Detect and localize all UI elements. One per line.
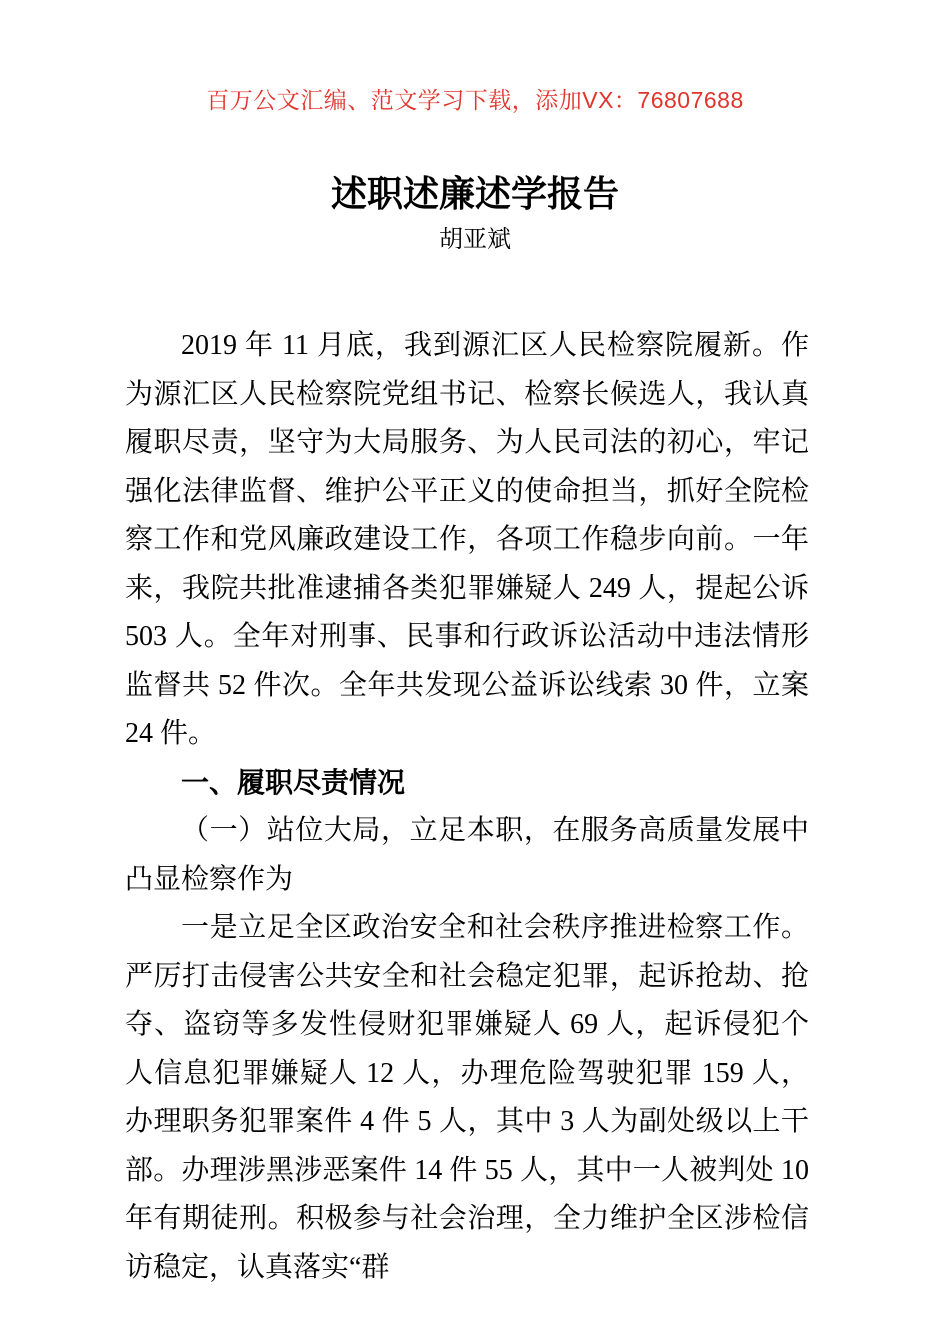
paragraph-body: 2019 年 11 月底，我到源汇区人民检察院履新。作为源汇区人民检察院党组书记、检察长候选人，我认真履职尽责，坚守为大局服务、为人民司法的初心，牢记强化法律监督、维护公平正义的使命担当，抓好全院检察工作和党风廉政建设工作，各项工作稳步向前。一年来，我院共批准逮捕各类犯罪嫌疑人 249 人，提起公诉 503 人。全年对刑事、民事和行政诉讼活动中违法情形监督共 52 件次。全年共发现公益诉讼线索 30 件，立案 24 件。 xyxy=(125,330,809,749)
document-body xyxy=(125,322,809,1292)
header-notice: 百万公文汇编、范文学习下载，添加VX：76807688 xyxy=(206,87,744,113)
paragraph-heading: 一、履职尽责情况 xyxy=(181,766,406,798)
paragraph-subheading: （一）站位大局，立足本职，在服务高质量发展中凸显检察作为 xyxy=(125,815,809,895)
paragraph-body: 一是立足全区政治安全和社会秩序推进检察工作。严厉打击侵害公共安全和社会稳定犯罪，起诉抢劫、抢夺、盗窃等多发性侵财犯罪嫌疑人 69 人，起诉侵犯个人信息犯罪嫌疑人 12 人，办理危险驾驶犯罪 159 人，办理职务犯罪案件 4 件 5 人，其中 3 人为副处级以上干部。办理涉黑涉恶案件 14 件 55 人，其中一人被判处 10 年有期徒刑。积极参与社会治理，全力维护全区涉检信访稳定，认真落实“群 xyxy=(125,912,809,1283)
author-name: 胡亚斌 xyxy=(439,227,511,253)
document-title: 述职述廉述学报告 xyxy=(330,173,619,214)
